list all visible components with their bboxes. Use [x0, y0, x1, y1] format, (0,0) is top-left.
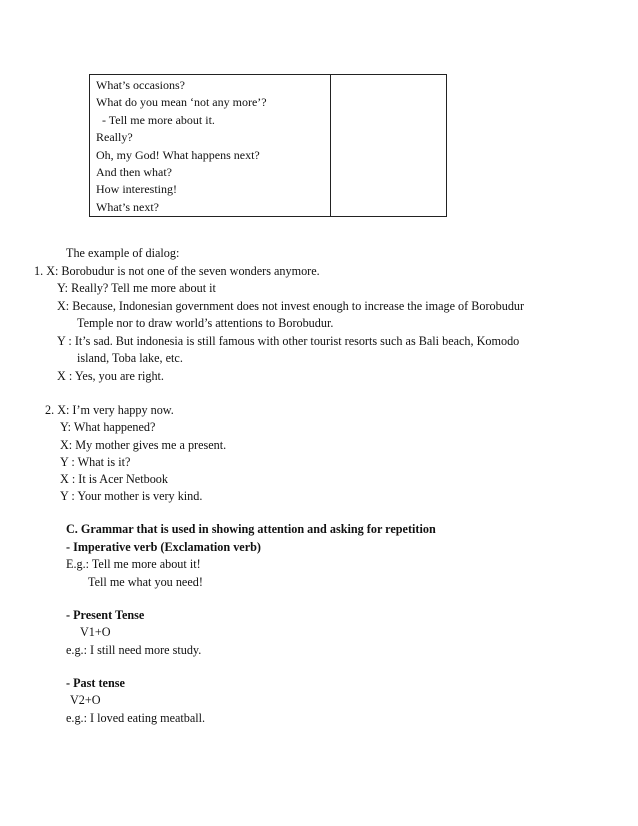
dialog-line: 2. X: I’m very happy now. [45, 403, 174, 417]
dialog-line: Y : Your mother is very kind. [60, 489, 203, 503]
expression-line: What do you mean ‘not any more’? [96, 95, 267, 110]
imperative-example: E.g.: Tell me more about it! [66, 557, 201, 571]
expression-line: What’s occasions? [96, 78, 185, 92]
dialog-intro: The example of dialog: [66, 246, 180, 260]
expression-line: Really? [96, 130, 133, 145]
expression-line: - Tell me more about it. [96, 112, 215, 127]
dialog-line: X: My mother gives me a present. [60, 438, 227, 452]
past-tense-formula: V2+O [70, 693, 101, 707]
expression-line: Oh, my God! What happens next? [96, 147, 260, 162]
present-tense-heading: - Present Tense [66, 608, 145, 622]
dialog-line: Y: Really? Tell me more about it [57, 281, 216, 295]
past-tense-example: e.g.: I loved eating meatball. [66, 711, 206, 725]
dialog-line: X: Because, Indonesian government does not invest enough to increase the image of Borobudur [57, 299, 525, 313]
expressions-table [89, 74, 447, 217]
expression-line: How interesting! [96, 182, 177, 197]
imperative-heading: - Imperative verb (Exclamation verb) [66, 540, 261, 554]
dialog-line: Temple nor to draw world’s attentions to Borobudur. [77, 316, 334, 330]
imperative-example: Tell me what you need! [88, 575, 203, 589]
dialog-line: X : Yes, you are right. [57, 369, 164, 383]
expression-line: And then what? [96, 165, 172, 180]
dialog-line: Y: What happened? [60, 420, 156, 434]
dialog-line: Y : What is it? [60, 455, 131, 469]
table-row [90, 75, 447, 217]
grammar-heading: C. Grammar that is used in showing attention and asking for repetition [66, 522, 436, 536]
dialog-line: Y : It’s sad. But indonesia is still famous with other tourist resorts such as Bali beach, Komodo [57, 334, 520, 348]
dialog-line: island, Toba lake, etc. [77, 351, 183, 365]
empty-cell [331, 75, 447, 217]
expressions-cell [90, 75, 331, 217]
present-tense-formula: V1+O [80, 625, 111, 639]
present-tense-example: e.g.: I still need more study. [66, 643, 202, 657]
past-tense-heading: - Past tense [66, 676, 125, 690]
dialog-line: 1. X: Borobudur is not one of the seven wonders anymore. [34, 264, 320, 278]
expression-line: What’s next? [96, 199, 159, 214]
dialog-line: X : It is Acer Netbook [60, 472, 168, 486]
